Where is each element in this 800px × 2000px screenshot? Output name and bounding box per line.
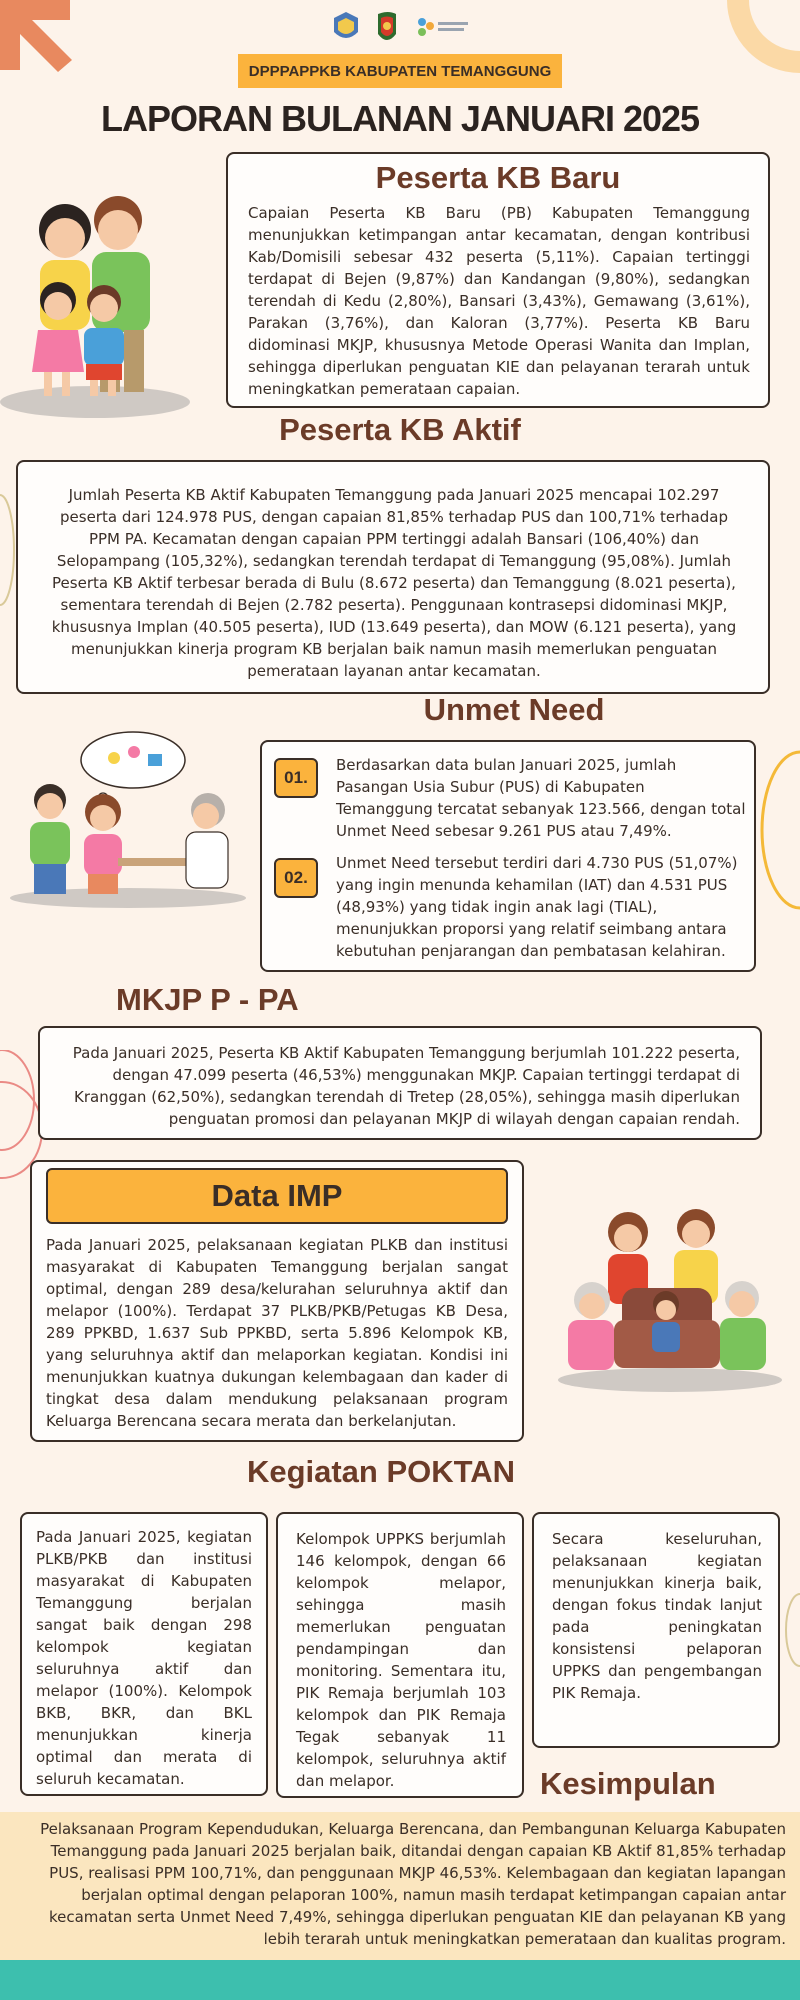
poktan-column-1: [20, 1512, 268, 1796]
unmet-need-heading: Unmet Need: [423, 692, 605, 727]
unmet-need-item-1-text: Berdasarkan data bulan Januari 2025, jumlah Pasangan Usia Subur (PUS) di Kabupaten Temanggung tercatat sebanyak 123.566, dengan total Unmet Need sebesar 9.261 PUS atau 7,49%.: [336, 756, 746, 840]
peserta-kb-baru-card: [226, 152, 770, 408]
peserta-kb-aktif-heading: Peserta KB Aktif: [279, 412, 521, 447]
consultation-illustration: [8, 730, 253, 910]
unmet-need-item-2-number: 02.: [274, 858, 318, 898]
peserta-kb-baru-heading: Peserta KB Baru: [375, 160, 621, 195]
data-imp-header-bar: [46, 1168, 508, 1224]
mkjp-heading: MKJP P - PA: [116, 982, 299, 1017]
unmet-need-card: [260, 740, 756, 972]
unmet-need-item-1-number: 01.: [274, 758, 318, 798]
data-imp-text: Pada Januari 2025, pelaksanaan kegiatan PLKB dan institusi masyarakat di Kabupaten Temanggung berjalan sangat optimal, dengan 289 desa/kelurahan seluruhnya aktif dan melapor (100%). Terdapat 37 PLKB/PKB/Petugas KB Desa, 289 PPKBD, 1.637 Sub PPKBD, serta 5.896 Kelompok KB, yang seluruhnya aktif dan melaporkan kegiatan. Kondisi ini menunjukkan kuatnya dukungan kelembagaan dan kader di tingkat desa dalam mendukung pelaksanaan program Keluarga Berencana secara merata dan berkelanjutan.: [46, 1236, 508, 1430]
kabupaten-temanggung-emblem-icon: [378, 12, 396, 40]
header-logos: [330, 10, 475, 46]
extended-family-illustration: [550, 1200, 785, 1395]
corner-arrow-decoration: [0, 0, 80, 80]
poktan-column-3-text: Secara keseluruhan, pelaksanaan kegiatan menunjukkan kinerja baik, dengan fokus tindak lanjut pada peningkatan konsistensi pelaporan UPPKS dan pengembangan PIK Remaja.: [552, 1530, 762, 1702]
kesimpulan-band: [0, 1812, 800, 1960]
poktan-heading: Kegiatan POKTAN: [246, 1454, 516, 1489]
data-imp-card: [30, 1160, 524, 1442]
data-imp-heading: Data IMP: [211, 1178, 343, 1213]
agency-badge-text: DPPPAPPKB KABUPATEN TEMANGGUNG: [248, 62, 552, 80]
right-small-arc-decoration: [780, 1590, 800, 1670]
bkkbn-logo-icon: [334, 12, 358, 38]
mkjp-text: Pada Januari 2025, Peserta KB Aktif Kabupaten Temanggung berjumlah 101.222 peserta, dengan 47.099 peserta (46,53%) menggunakan MKJP. Capaian tertinggi terdapat di Kranggan (62,50%), sedangkan terendah di Tretep (28,05%), sehingga masih diperlukan penguatan promosi dan pelayanan MKJP di wilayah dengan capaian rendah.: [72, 1044, 740, 1128]
kesimpulan-heading: Kesimpulan: [540, 1766, 716, 1801]
peserta-kb-aktif-card: [16, 460, 770, 694]
quality-family-logo-icon: [418, 18, 468, 36]
footer-bar: [0, 1960, 800, 2000]
poktan-column-2-text: Kelompok UPPKS berjumlah 146 kelompok, dengan 66 kelompok melapor, sehingga masih memerlukan penguatan pendampingan dan monitoring. Sementara itu, PIK Remaja berjumlah 103 kelompok dan PIK Remaja Tegak sebanyak 11 kelompok, seluruhnya aktif dan melapor.: [296, 1530, 506, 1790]
mkjp-card: [38, 1026, 762, 1140]
page-title: LAPORAN BULANAN JANUARI 2025: [100, 98, 700, 139]
corner-ring-decoration: [705, 0, 800, 75]
poktan-column-2: [276, 1512, 524, 1798]
peserta-kb-baru-text: Capaian Peserta KB Baru (PB) Kabupaten Temanggung menunjukkan ketimpangan antar kecamatan, dengan kontribusi Kab/Domisili sebesar 432 peserta (5,11%). Capaian tertinggi terdapat di Bejen (9,87%) dan Kandangan (9,80%), sedangkan terendah di Kedu (2,80%), Bansari (3,43%), Gemawang (3,61%), Parakan (3,76%), dan Kaloran (3,77%). Peserta KB Baru didominasi MKJP, khususnya Metode Operasi Wanita dan Implan, sehingga diperlukan penguatan KIE dan pelayanan terarah untuk meningkatkan pemerataan capaian.: [248, 204, 750, 398]
right-ring-decoration: [752, 745, 800, 915]
kesimpulan-text: Pelaksanaan Program Kependudukan, Keluarga Berencana, dan Pembangunan Keluarga Kabupaten Temanggung pada Januari 2025 berjalan baik, ditandai dengan capaian KB Aktif 81,85% terhadap PUS, realisasi PPM 100,71%, dan penggunaan MKJP 46,53%. Kelembagaan dan kegiatan lapangan berjalan optimal dengan pelaporan 100%, namun masih terdapat ketimpangan capaian antar kecamatan serta Unmet Need 7,49%, sehingga diperlukan penguatan KIE dan pelayanan KB yang lebih terarah untuk meningkatkan pemerataan dan kualitas program.: [40, 1820, 786, 1948]
unmet-need-item-2-text: Unmet Need tersebut terdiri dari 4.730 PUS (51,07%) yang ingin menunda kehamilan (IAT) dan 4.531 PUS (48,93%) yang tidak ingin anak lagi (TIAL), menunjukkan proporsi yang relatif seimbang antara kebutuhan penjarangan dan pembatasan kelahiran.: [336, 854, 738, 960]
peserta-kb-aktif-text: Jumlah Peserta KB Aktif Kabupaten Temanggung pada Januari 2025 mencapai 102.297 peserta dari 124.978 PUS, dengan capaian 81,85% terhadap PUS dan 100,71% terhadap PPM PA. Kecamatan dengan capaian PPM tertinggi adalah Bansari (106,40%) dan Selopampang (105,32%), sedangkan terendah terdapat di Temanggung (95,08%). Jumlah Peserta KB Aktif terbesar berada di Bulu (8.672 peserta) dan Temanggung (8.021 peserta), sementara terendah di Bejen (2.782 peserta). Penggunaan kontrasepsi didominasi MKJP, khususnya Implan (40.505 peserta), IUD (13.649 peserta), dan MOW (6.121 peserta), yang menunjukkan kinerja program KB berjalan baik namun masih memerlukan penguatan pemerataan layanan antar kecamatan.: [51, 486, 737, 680]
poktan-column-3: [532, 1512, 780, 1748]
family-illustration: [0, 180, 200, 420]
agency-badge: [238, 54, 562, 88]
poktan-column-1-text: Pada Januari 2025, kegiatan PLKB/PKB dan institusi masyarakat di Kabupaten Temanggung berjalan sangat baik dengan 298 kelompok kegiatan seluruhnya aktif dan melapor (100%). Kelompok BKB, BKR, dan BKL menunjukkan kinerja optimal dan merata di seluruh kecamatan.: [36, 1528, 252, 1788]
